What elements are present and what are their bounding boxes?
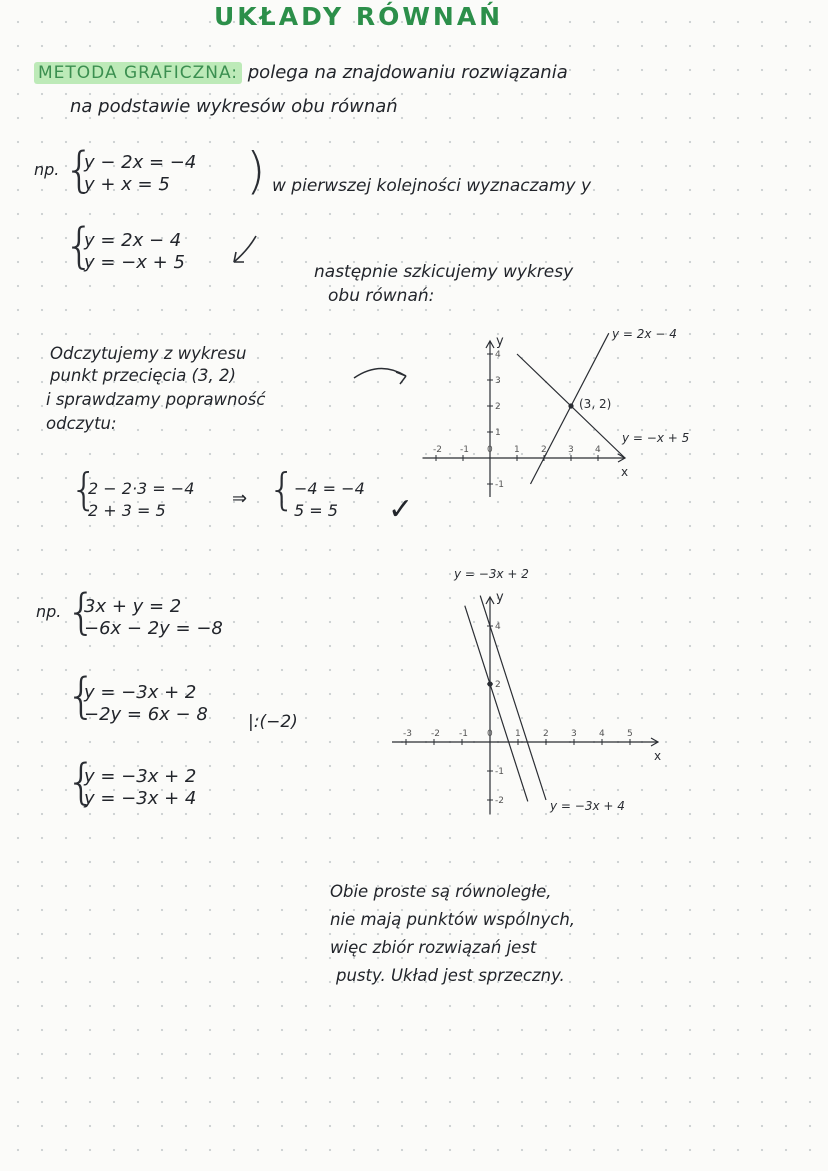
x-axis-label: x [654, 749, 662, 763]
ex2-conclusion-1: Obie proste są równoległe, [330, 882, 552, 901]
ex2-system-3 [84, 766, 196, 810]
brace: { [70, 464, 98, 515]
x-tick-label: 5 [627, 729, 633, 739]
intersection-point [487, 681, 492, 686]
equation: y − 2x = −4 [84, 152, 197, 173]
method-description: polega na znajdowaniu rozwiązania [247, 62, 568, 83]
method-description-cont: na podstawie wykresów obu równań [70, 96, 398, 117]
ex1-note-2: następnie szkicujemy wykresy [314, 262, 574, 282]
ex1-check-right [294, 478, 365, 522]
equation: y + x = 5 [84, 174, 170, 195]
ex2-conclusion-4: pusty. Układ jest sprzeczny. [336, 966, 565, 985]
ex1-read-4: odczytu: [46, 414, 117, 433]
series-label: y = −3x + 4 [550, 799, 625, 813]
y-tick-label: 4 [495, 622, 501, 632]
x-tick-label: 3 [571, 729, 577, 739]
ex2-system-1 [84, 596, 223, 640]
check-mark-icon: ✓ [388, 492, 414, 527]
y-tick-label: -1 [495, 480, 504, 490]
point-label: (3, 2) [579, 397, 612, 411]
method-label: METODA GRAFICZNA: [34, 62, 242, 84]
x-tick-label: 3 [568, 445, 574, 455]
x-tick-label: -2 [431, 729, 440, 739]
equation: y = 2x − 4 [84, 230, 182, 251]
equation: 3x + y = 2 [84, 596, 182, 617]
brace: { [66, 584, 97, 640]
equation: y = −x + 5 [84, 252, 185, 273]
x-tick-label: 0 [487, 445, 493, 455]
x-tick-label: 2 [541, 445, 547, 455]
brace: { [64, 142, 95, 198]
ex2-system-2 [84, 682, 208, 726]
brace: { [66, 668, 97, 724]
y-axis-label: y [496, 334, 504, 349]
equation: 2 + 3 = 5 [88, 501, 166, 520]
ex1-read-2: punkt przecięcia (3, 2) [50, 366, 236, 385]
ex2-conclusion-2: nie mają punktów wspólnych, [330, 910, 576, 929]
x-tick-label: 0 [487, 729, 493, 739]
example-2-prefix: np. [36, 602, 62, 621]
y-tick-label: -2 [495, 796, 504, 806]
x-tick-label: 2 [543, 729, 549, 739]
ex1-read-3: i sprawdzamy poprawność [46, 390, 266, 409]
intersection-point [568, 403, 573, 408]
equation: −4 = −4 [294, 479, 365, 498]
y-axis-label: y [496, 590, 504, 605]
x-tick-label: -2 [433, 445, 442, 455]
equation: y = −3x + 4 [84, 788, 197, 809]
y-tick-label: 1 [495, 428, 501, 438]
x-tick-label: 4 [599, 729, 605, 739]
page-title: UKŁADY RÓWNAŃ [214, 2, 504, 31]
equation: −2y = 6x − 8 [84, 704, 208, 725]
arrow-icon [226, 232, 262, 272]
equation: 5 = 5 [294, 501, 338, 520]
y-tick-label: 4 [495, 350, 501, 360]
brace: { [268, 464, 296, 515]
ex1-note-3: obu równań: [328, 286, 435, 306]
equation: y = −3x + 2 [84, 682, 197, 703]
x-axis-label: x [621, 465, 629, 479]
x-tick-label: -3 [403, 729, 412, 739]
x-tick-label: 1 [515, 729, 521, 739]
x-tick-label: -1 [460, 445, 469, 455]
ex1-check-left [88, 478, 194, 522]
ex1-system-1 [84, 152, 196, 196]
x-tick-label: 1 [514, 445, 520, 455]
y-tick-label: -1 [495, 767, 504, 777]
ex2-conclusion-3: więc zbiór rozwiązań jest [330, 938, 537, 957]
chart-1 [400, 318, 720, 528]
chart-2 [368, 562, 708, 832]
implies-icon: ⇒ [232, 488, 248, 509]
ex1-system-2 [84, 230, 185, 274]
closing-brace: ) [246, 142, 266, 200]
series-label: y = 2x − 4 [612, 327, 677, 341]
method-definition [34, 62, 568, 83]
equation: y = −3x + 2 [84, 766, 197, 787]
ex1-note-1: w pierwszej kolejności wyznaczamy y [272, 176, 592, 196]
y-tick-label: 2 [495, 402, 501, 412]
equation: 2 − 2·3 = −4 [88, 479, 195, 498]
example-1-prefix: np. [34, 160, 60, 179]
y-tick-label: 3 [495, 376, 501, 386]
x-tick-label: 4 [595, 445, 601, 455]
ex1-read-1: Odczytujemy z wykresu [50, 344, 247, 363]
series-label: y = −x + 5 [622, 431, 690, 445]
x-tick-label: -1 [459, 729, 468, 739]
brace: { [64, 218, 95, 274]
ex2-divide-note: |:(−2) [248, 712, 298, 732]
y-tick-label: 2 [495, 680, 501, 690]
equation: −6x − 2y = −8 [84, 618, 223, 639]
series-label: y = −3x + 2 [454, 567, 529, 581]
brace: { [66, 754, 97, 810]
